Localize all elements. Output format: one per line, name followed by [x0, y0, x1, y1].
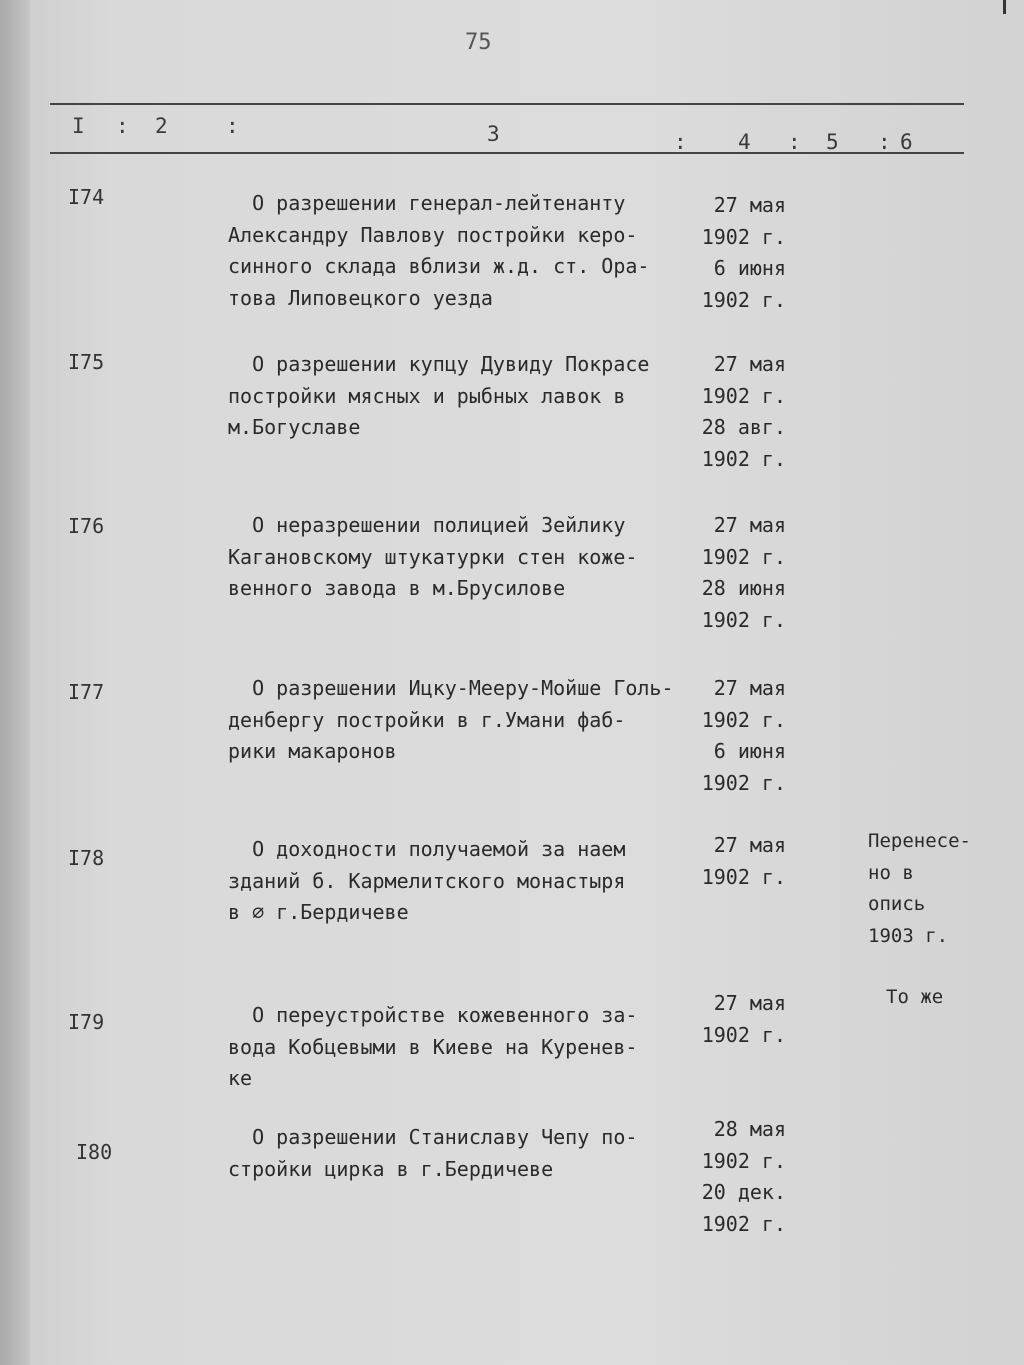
entry-description [228, 673, 688, 768]
note-line: То же [886, 986, 944, 1008]
page-corner-mark [1003, 0, 1006, 14]
description-line: постройки мясных и рыбных лавок в [228, 383, 626, 408]
entry-number: I80 [76, 1140, 113, 1164]
column-separator: : [788, 130, 801, 154]
description-line: стройки цирка в г.Бердичеве [228, 1156, 554, 1181]
entry-note [868, 826, 971, 952]
note-line: опись [868, 893, 926, 915]
date-line: 20 дек. [701, 1180, 786, 1204]
date-line: 27 мая [713, 991, 786, 1015]
date-line: 1902 г. [701, 544, 786, 569]
entry-number: I74 [68, 185, 105, 209]
column-separator: : [116, 114, 129, 138]
header-top-rule [50, 103, 964, 105]
entry-dates [690, 349, 786, 475]
description-line: в ∅ г.Бердичеве [228, 900, 409, 924]
description-line: О неразрешении полицией Зейлику [228, 513, 626, 537]
note-line: 1903 г. [868, 924, 949, 947]
entry-dates [690, 1114, 786, 1240]
entry-number: I77 [68, 680, 105, 704]
date-line: 27 мая [713, 193, 786, 217]
entry-dates [690, 190, 786, 316]
date-line: 28 мая [713, 1117, 786, 1141]
entry-description [228, 834, 688, 929]
entry-description [228, 1000, 688, 1095]
description-line: рики макаронов [228, 739, 397, 763]
date-line: 1902 г. [701, 287, 786, 312]
entry-description [228, 188, 688, 314]
description-line: венного завода в м.Брусилове [228, 576, 566, 600]
description-line: вода Кобцевыми в Киеве на Куренев- [228, 1034, 638, 1059]
entry-number: I78 [68, 846, 105, 870]
note-line: но в [868, 861, 914, 884]
column-header-1: I [72, 114, 85, 138]
date-line: 27 мая [713, 833, 786, 857]
entry-dates [690, 510, 786, 636]
entry-number: I76 [68, 514, 105, 538]
description-line: О доходности получаемой за наем [228, 837, 626, 861]
column-separator: : [674, 130, 687, 154]
entry-number: I75 [68, 350, 105, 374]
description-line: О разрешении Ицку-Мееру-Мойше Голь- [228, 676, 674, 700]
column-header-6: 6 [900, 130, 913, 154]
date-line: 1902 г. [701, 864, 786, 889]
description-line: Александру Павлову постройки керо- [228, 222, 638, 247]
date-line: 1902 г. [701, 707, 786, 732]
date-line: 1902 г. [701, 383, 786, 408]
date-line: 6 июня [713, 256, 786, 280]
column-separator: : [878, 130, 891, 154]
description-line: синного склада вблизи ж.д. ст. Ора- [228, 254, 650, 278]
description-line: това Липовецкого уезда [228, 285, 493, 310]
page-number: 75 [465, 30, 492, 55]
date-line: 6 июня [713, 739, 786, 763]
description-line: О разрешении Станиславу Чепу по- [228, 1125, 638, 1149]
description-line: О разрешении генерал-лейтенанту [228, 191, 626, 215]
date-line: 27 мая [713, 352, 786, 376]
description-line: м.Богуславе [228, 415, 361, 439]
entry-description [228, 510, 688, 605]
description-line: денбергу постройки в г.Умани фаб- [228, 707, 626, 732]
entry-dates [690, 673, 786, 799]
description-line: ке [228, 1066, 253, 1090]
entry-note [886, 982, 943, 1014]
date-line: 1902 г. [701, 1022, 786, 1047]
date-line: 27 мая [713, 676, 786, 700]
description-line: зданий б. Кармелитского монастыря [228, 868, 626, 893]
column-separator: : [226, 114, 239, 138]
date-line: 1902 г. [701, 1211, 786, 1236]
date-line: 1902 г. [701, 446, 786, 471]
description-line: Кагановскому штукатурки стен коже- [228, 544, 638, 569]
date-line: 28 авг. [701, 415, 786, 439]
column-header-5: 5 [826, 130, 839, 154]
entry-description [228, 1122, 688, 1185]
date-line: 1902 г. [701, 770, 786, 795]
entry-dates [690, 988, 786, 1051]
column-header-3: 3 [487, 122, 500, 146]
column-header-4: 4 [738, 130, 751, 154]
date-line: 1902 г. [701, 1148, 786, 1173]
date-line: 28 июня [701, 576, 786, 600]
description-line: О разрешении купцу Дувиду Покрасе [228, 352, 650, 376]
note-line: Перенесе- [868, 830, 971, 852]
entry-dates [690, 830, 786, 893]
entry-description [228, 349, 688, 444]
description-line: О переустройстве кожевенного за- [228, 1003, 638, 1027]
entry-number: I79 [68, 1010, 105, 1034]
binding-spine [0, 0, 30, 1365]
date-line: 1902 г. [701, 607, 786, 632]
date-line: 1902 г. [701, 224, 786, 249]
column-header-2: 2 [155, 114, 168, 138]
date-line: 27 мая [713, 513, 786, 537]
